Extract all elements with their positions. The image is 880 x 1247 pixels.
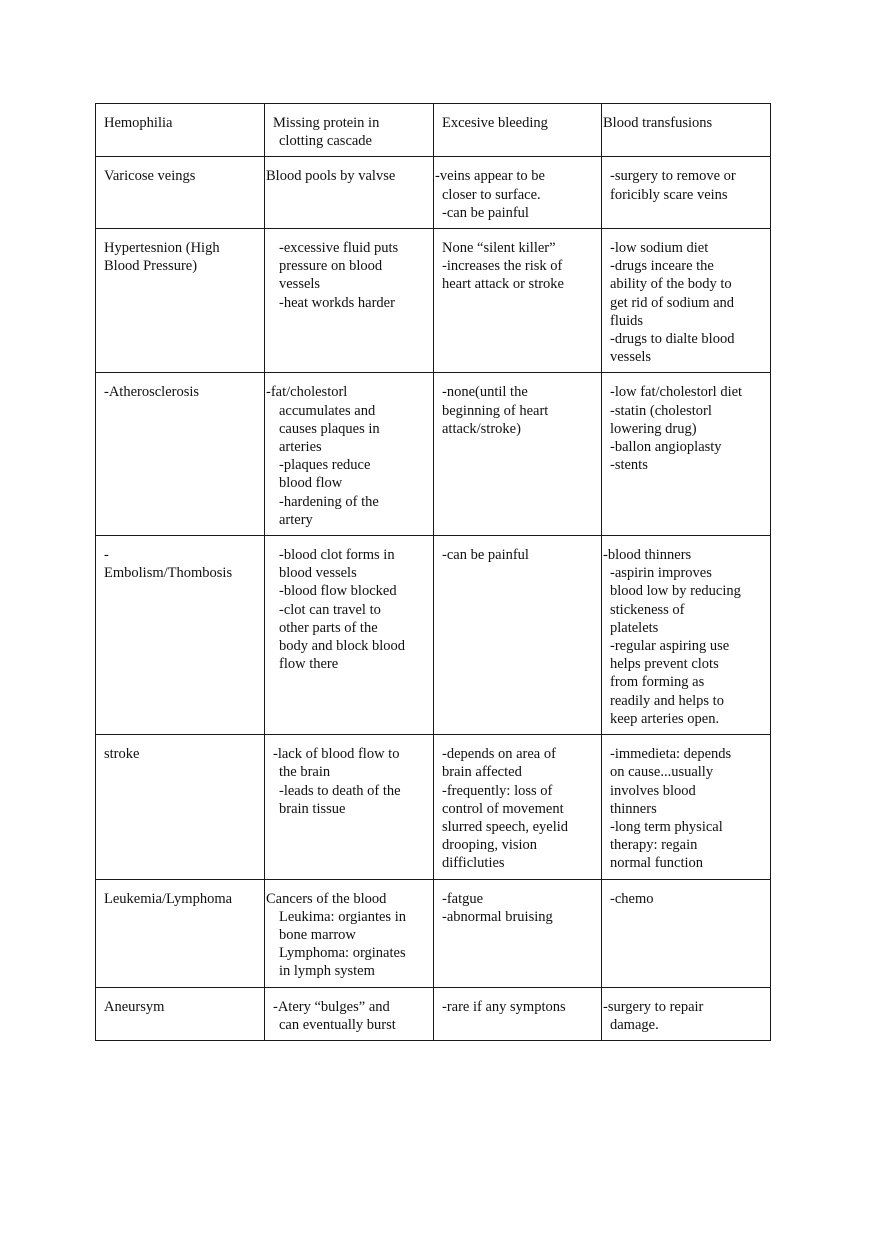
cell-line: Embolism/Thombosis bbox=[104, 565, 233, 582]
cell-line: therapy: regain bbox=[610, 837, 698, 854]
cell-line: Hypertesnion (High bbox=[104, 240, 220, 257]
cell-line: -leads to death of the bbox=[279, 782, 401, 799]
cell-line: -clot can travel to bbox=[279, 601, 381, 618]
cell-line: -can be painful bbox=[442, 204, 529, 221]
cell-line: -regular aspiring use bbox=[610, 638, 730, 655]
cell-line: keep arteries open. bbox=[610, 710, 720, 727]
cell-line: brain affected bbox=[442, 764, 522, 781]
cell-line: -long term physical bbox=[610, 818, 723, 835]
cell-line: control of movement bbox=[442, 800, 564, 817]
cell-line: Missing protein in bbox=[273, 115, 380, 131]
cell-line: -surgery to remove or bbox=[610, 168, 736, 185]
cell-line: -blood thinners bbox=[603, 547, 692, 564]
cell-line: readily and helps to bbox=[610, 692, 724, 709]
cell-line: -rare if any symptons bbox=[442, 998, 566, 1015]
cause-cell bbox=[265, 536, 434, 735]
cell-line: -plaques reduce bbox=[279, 457, 371, 474]
cell-line: Leukima: orgiantes in bbox=[279, 908, 406, 925]
cell-line: the brain bbox=[279, 764, 331, 781]
cell-line: -depends on area of bbox=[442, 746, 556, 763]
cell-line: -fat/cholestorl bbox=[266, 384, 348, 401]
cell-line: on cause...usually bbox=[610, 764, 714, 781]
cell-line: clotting cascade bbox=[279, 133, 372, 150]
symptoms-cell bbox=[434, 879, 602, 987]
cell-line: brain tissue bbox=[279, 800, 346, 817]
cell-line: heart attack or stroke bbox=[442, 276, 564, 293]
cell-line: artery bbox=[279, 511, 313, 528]
cell-line: -low sodium diet bbox=[610, 240, 709, 257]
cell-line: causes plaques in bbox=[279, 420, 380, 437]
cause-cell bbox=[265, 879, 434, 987]
cell-line: vessels bbox=[610, 349, 652, 366]
cell-line: accumulates and bbox=[279, 402, 376, 419]
table-row bbox=[96, 104, 771, 157]
cell-line: arteries bbox=[279, 439, 322, 456]
cell-line: -immedieta: depends bbox=[610, 746, 732, 763]
cell-line: blood low by reducing bbox=[610, 583, 741, 600]
symptoms-cell bbox=[434, 157, 602, 229]
cell-line: other parts of the bbox=[279, 619, 378, 636]
table-row bbox=[96, 735, 771, 879]
cell-line: -blood clot forms in bbox=[279, 547, 395, 564]
cell-line: normal function bbox=[610, 855, 704, 872]
condition-cell bbox=[96, 157, 265, 229]
cell-line: -low fat/cholestorl diet bbox=[610, 384, 743, 401]
symptoms-cell bbox=[434, 104, 602, 157]
cell-line: beginning of heart bbox=[442, 402, 549, 419]
table-row bbox=[96, 157, 771, 229]
cell-line: can eventually burst bbox=[279, 1016, 396, 1033]
cause-cell bbox=[265, 735, 434, 879]
cell-line: - bbox=[104, 547, 109, 564]
cell-line: fluids bbox=[610, 312, 644, 329]
treatment-cell bbox=[602, 373, 771, 536]
cell-line: bone marrow bbox=[279, 926, 356, 943]
table-row bbox=[96, 536, 771, 735]
symptoms-cell bbox=[434, 373, 602, 536]
cell-line: Blood transfusions bbox=[603, 115, 713, 131]
cell-line: -abnormal bruising bbox=[442, 908, 553, 925]
cell-line: -lack of blood flow to bbox=[273, 746, 400, 763]
cell-line: in lymph system bbox=[279, 963, 375, 980]
cause-cell bbox=[265, 157, 434, 229]
cell-line: lowering drug) bbox=[610, 420, 697, 437]
cell-line: get rid of sodium and bbox=[610, 294, 735, 311]
cell-line: vessels bbox=[279, 276, 321, 293]
cell-line: difficluties bbox=[442, 855, 505, 872]
cell-line: -Atery “bulges” and bbox=[273, 998, 390, 1015]
cell-line: Aneursym bbox=[104, 998, 165, 1015]
cell-line: -aspirin improves bbox=[610, 565, 712, 582]
cell-line: Cancers of the blood bbox=[266, 890, 387, 907]
cell-line: blood flow bbox=[279, 475, 343, 492]
condition-cell bbox=[96, 373, 265, 536]
table-row bbox=[96, 879, 771, 987]
cause-cell bbox=[265, 373, 434, 536]
cell-line: involves blood bbox=[610, 782, 696, 799]
disorders-table bbox=[95, 103, 771, 1041]
cell-line: thinners bbox=[610, 800, 657, 817]
cell-line: -none(until the bbox=[442, 384, 528, 401]
cell-line: Leukemia/Lymphoma bbox=[104, 890, 233, 907]
symptoms-cell bbox=[434, 229, 602, 373]
cell-line: -hardening of the bbox=[279, 493, 379, 510]
condition-cell bbox=[96, 987, 265, 1040]
cell-line: -stents bbox=[610, 457, 648, 474]
cell-line: -drugs to dialte blood bbox=[610, 331, 735, 348]
treatment-cell bbox=[602, 104, 771, 157]
cell-line: flow there bbox=[279, 656, 339, 673]
cell-line: None “silent killer” bbox=[442, 240, 556, 257]
cell-line: -surgery to repair bbox=[603, 998, 704, 1015]
cell-line: Blood pools by valvse bbox=[266, 168, 396, 185]
cell-line: stroke bbox=[104, 746, 140, 763]
condition-cell bbox=[96, 735, 265, 879]
cell-line: helps prevent clots bbox=[610, 656, 719, 673]
condition-cell bbox=[96, 536, 265, 735]
cell-line: -blood flow blocked bbox=[279, 583, 397, 600]
cell-line: drooping, vision bbox=[442, 837, 538, 854]
treatment-cell bbox=[602, 987, 771, 1040]
cell-line: damage. bbox=[610, 1016, 659, 1033]
treatment-cell bbox=[602, 229, 771, 373]
treatment-cell bbox=[602, 536, 771, 735]
condition-cell bbox=[96, 104, 265, 157]
treatment-cell bbox=[602, 879, 771, 987]
cell-line: foricibly scare veins bbox=[610, 186, 728, 203]
cell-line: -can be painful bbox=[442, 547, 529, 564]
cell-line: closer to surface. bbox=[442, 186, 541, 203]
condition-cell bbox=[96, 229, 265, 373]
cell-line: platelets bbox=[610, 619, 659, 636]
cell-line: -excessive fluid puts bbox=[279, 240, 399, 257]
cause-cell bbox=[265, 229, 434, 373]
cell-line: body and block blood bbox=[279, 638, 406, 655]
cell-line: stickeness of bbox=[610, 601, 685, 618]
cell-line: pressure on blood bbox=[279, 258, 383, 275]
cell-line: -ballon angioplasty bbox=[610, 439, 722, 456]
cell-line: -Atherosclerosis bbox=[104, 384, 200, 401]
cause-cell bbox=[265, 987, 434, 1040]
condition-cell bbox=[96, 879, 265, 987]
cell-line: -increases the risk of bbox=[442, 258, 563, 275]
table-row bbox=[96, 987, 771, 1040]
symptoms-cell bbox=[434, 735, 602, 879]
table-row bbox=[96, 373, 771, 536]
cell-line: -veins appear to be bbox=[435, 168, 545, 185]
cell-line: -heat workds harder bbox=[279, 294, 395, 311]
symptoms-cell bbox=[434, 536, 602, 735]
cell-line: -frequently: loss of bbox=[442, 782, 553, 799]
cell-line: Varicose veings bbox=[104, 168, 196, 185]
cell-line: -chemo bbox=[610, 890, 654, 907]
cell-line: -fatgue bbox=[442, 890, 484, 907]
cell-line: -statin (cholestorl bbox=[610, 402, 712, 419]
cell-line: slurred speech, eyelid bbox=[442, 818, 569, 835]
cell-line: Lymphoma: orginates bbox=[279, 945, 406, 962]
treatment-cell bbox=[602, 157, 771, 229]
cell-line: Blood Pressure) bbox=[104, 258, 198, 275]
cell-line: Hemophilia bbox=[104, 115, 173, 131]
cell-line: ability of the body to bbox=[610, 276, 732, 293]
cell-line: -drugs inceare the bbox=[610, 258, 714, 275]
symptoms-cell bbox=[434, 987, 602, 1040]
cell-line: from forming as bbox=[610, 674, 705, 691]
cell-line: attack/stroke) bbox=[442, 420, 521, 437]
cell-line: blood vessels bbox=[279, 565, 357, 582]
treatment-cell bbox=[602, 735, 771, 879]
cause-cell bbox=[265, 104, 434, 157]
table-row bbox=[96, 229, 771, 373]
cell-line: Excesive bleeding bbox=[442, 115, 548, 131]
